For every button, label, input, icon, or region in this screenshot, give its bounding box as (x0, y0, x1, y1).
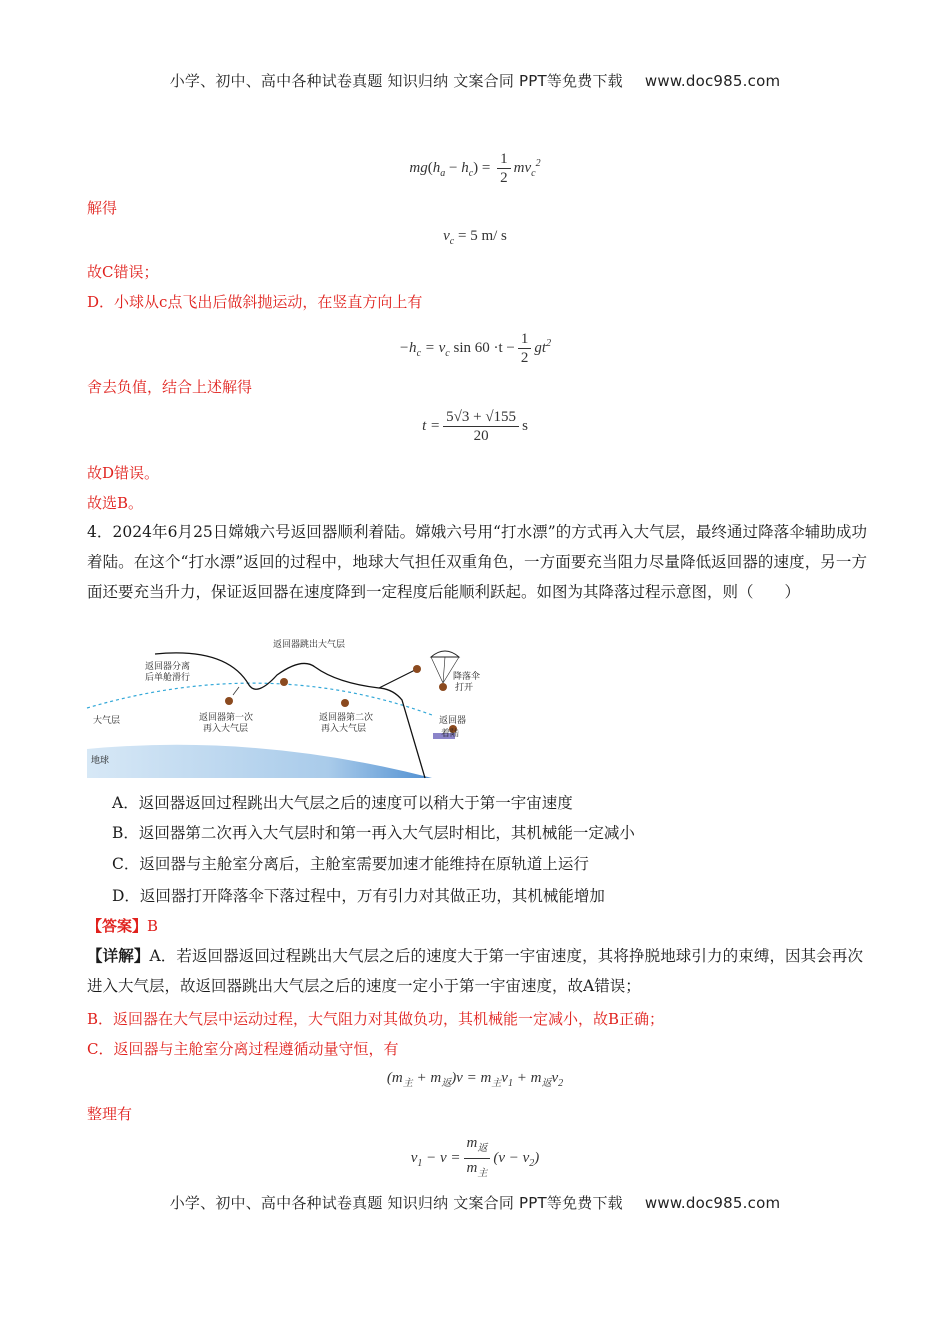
label-chute-2: 打开 (455, 683, 474, 693)
footer-text: 小学、初中、高中各种试卷真题 知识归纳 文案合同 PPT等免费下载 (169, 1194, 623, 1212)
answer-line (87, 916, 158, 936)
arrange-label: 整理有 (87, 1105, 133, 1123)
choose-b: 故选B。 (87, 494, 144, 512)
capsule-sep (225, 697, 233, 705)
eq3-v-sub: c (445, 347, 450, 359)
capsule-chute-1 (413, 665, 421, 673)
detail-a-text: A．若返回器返回过程跳出大气层之后的速度大于第一宇宙速度，其将挣脱地球引力的束缚，因其会再次进入大气层，故返回器跳出大气层之后的速度一定小于第一宇宙速度，故A错误； (87, 947, 863, 995)
answer-tag: 【答案】 (87, 917, 148, 935)
neg-line: 舍去负值，结合上述解得 (87, 378, 253, 396)
equation-vc (0, 228, 950, 247)
capsule-exit (280, 678, 288, 686)
eq3-frac: $\frac{1}{2}$ (518, 330, 532, 367)
detail-a (87, 941, 863, 1001)
capsule-second (341, 699, 349, 707)
footer-site: www.doc985.com (644, 1194, 781, 1212)
eq2-v: v (443, 228, 450, 244)
parachute-icon (431, 651, 459, 657)
equation-time (0, 408, 950, 445)
page-footer (0, 1192, 950, 1213)
eq1-rhs-sup: 2 (535, 157, 541, 169)
eq3-h: −h (398, 339, 417, 356)
detail-tag: 【详解】 (87, 946, 150, 965)
label-earth: 地球 (91, 756, 110, 766)
label-first-1: 返回器第一次 (199, 713, 254, 723)
eq1-h: h (432, 159, 441, 176)
label-exit: 返回器跳出大气层 (273, 640, 346, 650)
solve-label: 解得 (87, 199, 118, 217)
eq4-t: t = (422, 417, 441, 434)
eq1-h-sub: a (440, 167, 446, 179)
page-header (0, 70, 950, 91)
eq1-rhs-sub: c (531, 167, 536, 179)
detail-b: B．返回器在大气层中运动过程，大气阻力对其做负功，其机械能一定减小，故B正确； (87, 1010, 665, 1028)
eq3-gt: gt (534, 339, 547, 356)
label-second-1: 返回器第二次 (319, 713, 374, 723)
option-b: B．返回器第二次再入大气层时和第一再入大气层时相比，其机械能一定减小 (112, 824, 635, 842)
equation-vertical (0, 330, 950, 367)
label-chute-1: 降落伞 (453, 672, 481, 682)
eq1-h2: h (461, 159, 469, 176)
d-wrong: 故D错误。 (87, 464, 160, 482)
eq1-frac: $\frac{1}{2}$ (497, 150, 511, 187)
label-second-2: 再入大气层 (321, 724, 367, 734)
equation-velocity-diff: $v_1 - v$ = $\frac{m_返}{m_主}$ $(v - v_2)$ (0, 1134, 950, 1183)
earth-shape (87, 745, 432, 778)
label-land-2: 着陆 (441, 729, 460, 739)
eq1-rhs: mv (513, 159, 532, 176)
option-d: D．返回器打开降落伞下落过程中，万有引力对其做正功，其机械能增加 (112, 887, 605, 905)
detail-c: C．返回器与主舱室分离过程遵循动量守恒，有 (87, 1040, 399, 1058)
eq4-unit: s (522, 417, 528, 434)
eq3-gt-sup: 2 (546, 337, 552, 349)
header-text: 小学、初中、高中各种试卷真题 知识归纳 文案合同 PPT等免费下载 (169, 72, 623, 90)
answer-value: B (147, 917, 159, 935)
header-site: www.doc985.com (644, 72, 781, 90)
eq3-v: = v (424, 339, 446, 356)
capsule-chute-2 (439, 683, 447, 691)
branch-path (379, 670, 415, 688)
eq4-frac: $\frac{5√3 + √155}{20}$ (443, 408, 519, 445)
eq2-rhs: = 5 m/ s (457, 228, 507, 244)
option-c: C．返回器与主舱室分离后，主舱室需要加速才能维持在原轨道上运行 (112, 855, 589, 873)
eq1-h2-sub: c (468, 167, 474, 179)
d-line: D．小球从c点飞出后做斜抛运动，在竖直方向上有 (87, 293, 423, 311)
label-land-1: 返回器 (439, 716, 467, 726)
label-sep-2: 后单舱滑行 (145, 673, 191, 683)
question-4: 4．2024年6月25日嫦娥六号返回器顺利着陆。嫦娥六号用“打水漂”的方式再入大气层，最终通过降落伞辅助成功着陆。在这个“打水漂”返回的过程中，地球大气担任双重角色，一方面要充当阻力尽量降低返回器的速度，另一方面还要充当升力，保证返回器在速度降到一定程度后能顺利跃起。如图为其降落过程示意图，则（ ） (87, 523, 867, 601)
eq3-h-sub: c (416, 347, 422, 359)
equation-momentum: $(m_主 + m_返)v = m_主v_1 + m_返v_2$ (386, 1070, 564, 1089)
equation-energy: $mg(h_a - h_c)$ = $\frac{1}{2}$ $mv_c^2$ (409, 151, 541, 186)
label-first-2: 再入大气层 (203, 724, 249, 734)
option-a: A．返回器返回过程跳出大气层之后的速度可以稍大于第一宇宙速度 (112, 794, 573, 812)
reentry-diagram (87, 637, 481, 779)
c-wrong: 故C错误； (87, 263, 159, 281)
eq2-v-sub: c (449, 236, 455, 247)
label-atmo: 大气层 (93, 716, 121, 726)
eq1-mg: mg (409, 159, 428, 176)
label-sep-1: 返回器分离 (145, 662, 191, 672)
eq3-mid: sin 60 ·t − (453, 339, 515, 356)
eq6-frac: $\frac{m_返}{m_主}$ (464, 1134, 491, 1183)
